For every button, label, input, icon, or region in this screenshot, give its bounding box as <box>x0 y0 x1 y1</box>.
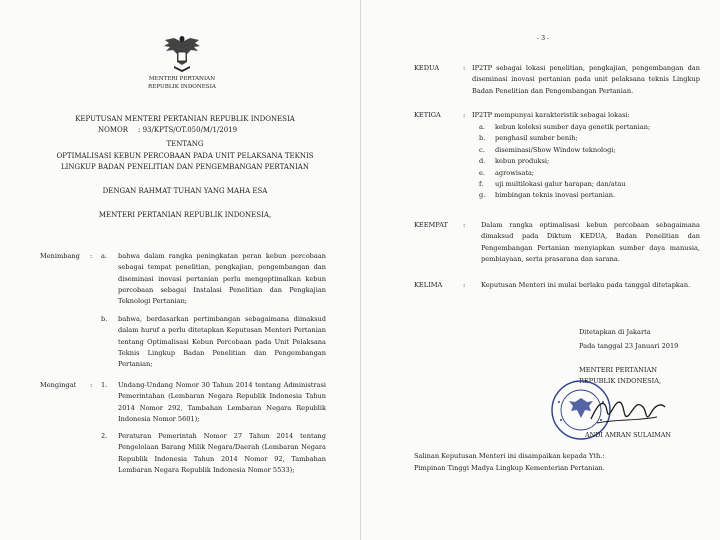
clause-letter: b. <box>101 315 108 323</box>
menimbang-label: Menimbang <box>40 252 80 260</box>
colon: : <box>463 64 466 72</box>
item-letter: d. <box>479 157 486 166</box>
signature-block <box>579 325 678 353</box>
keempat-text: Dalam rangka optimalisasi kebun percobaan sebagaimana dimaksud pada Diktum KEDUA, Badan Penelitian dan Pengembangan Pertanian menyiapkan sumber daya manusia, pembiayaan, serta prasarana dan sarana. <box>481 221 700 263</box>
colon: : <box>90 252 93 260</box>
item-text: penghasil sumber benih; <box>495 134 578 143</box>
tentang-heading: TENTANG <box>166 140 204 148</box>
item-text: kebun produksi; <box>495 157 550 166</box>
list-item <box>479 190 699 201</box>
grace-line: DENGAN RAHMAT TUHAN YANG MAHA ESA <box>102 187 268 195</box>
item-letter: a. <box>479 123 486 131</box>
tanggal-line: Pada tanggal 23 Januari 2019 <box>579 342 679 350</box>
mengingat-2: Peraturan Pemerintah Nomor 27 Tahun 2014 tentang Pengelolaan Barang Milik Negara/Daerah (Lembaran Negara Republik Indonesia Tahun 2014 Nomor 92, Tambahan Lembaran Negara Republik Indonesia Nomor 5533); <box>118 432 326 474</box>
sign-title-line: REPUBLIK INDONESIA, <box>579 377 662 385</box>
garuda-emblem-icon <box>160 30 204 74</box>
colon: : <box>90 381 93 389</box>
kelima-label: KELIMA <box>414 281 443 289</box>
signature-icon <box>587 393 669 429</box>
menimbang-a: bahwa dalam rangka peningkatan peran kebun percobaan sebagai tempat penelitian, pengkajian, pengembangan dan diseminasi inovasi pertanian perlu mengoptimalkan kebun percobaan sebagai Instalasi Penelitian dan Pengkajian Teknologi Pertanian; <box>118 252 326 306</box>
page-number: - 3 - <box>537 35 550 42</box>
menimbang-b: bahwa, berdasarkan pertimbangan sebagaimana dimaksud dalam huruf a perlu ditetapkan Keputusan Menteri Pertanian tentang Optimalisasi Kebun Percobaan pada Unit Pelaksana Teknis Lingkup Badan Penelitian dan Pengembangan Pertanian; <box>118 315 326 369</box>
ketiga-intro: IP2TP mempunyai karakteristik sebagai lokasi: <box>472 111 630 119</box>
item-letter: f. <box>479 180 484 189</box>
item-text: agrowisata; <box>495 168 535 177</box>
decree-subject <box>30 151 340 173</box>
sign-title-line: MENTERI PERTANIAN <box>579 366 658 374</box>
item-text: kebun koleksi sumber daya genetik pertanian; <box>495 123 651 131</box>
colon: : <box>463 221 466 229</box>
item-letter: b. <box>479 134 486 143</box>
kelima-text: Keputusan Menteri ini mulai berlaku pada tanggal ditetapkan. <box>481 281 691 289</box>
clause-number: 1. <box>101 381 108 389</box>
list-item <box>479 145 699 156</box>
clause-number: 2. <box>101 432 108 440</box>
clause-letter: a. <box>101 252 108 260</box>
colon: : <box>463 281 466 289</box>
pimpinan-line: Pimpinan Tinggi Madya Lingkup Kementerian Pertanian. <box>414 464 605 472</box>
kedua-label: KEDUA <box>414 64 440 72</box>
item-text: uji multilokasi galur harapan; dan/atau <box>495 180 626 189</box>
list-item <box>479 179 699 190</box>
mengingat-1: Undang-Undang Nomor 30 Tahun 2014 tentang Administrasi Pemerintahan (Lembaran Negara Republik Indonesia Tahun 2014 Nomor 292, Tambahan Lembaran Negara Republik Indonesia Nomor 5601); <box>118 381 326 423</box>
salinan-line: Salinan Keputusan Menteri ini disampaikan kepada Yth.: <box>414 452 605 460</box>
right-page <box>361 0 720 540</box>
minister-line: MENTERI PERTANIAN REPUBLIK INDONESIA, <box>98 211 272 219</box>
subject-line: LINGKUP BADAN PENELITIAN DAN PENGEMBANGAN PERTANIAN <box>60 163 309 171</box>
ditetapkan-line: Ditetapkan di Jakarta <box>579 328 651 336</box>
nomor-label: NOMOR <box>98 126 129 134</box>
ministry-line: REPUBLIK INDONESIA <box>148 84 216 90</box>
nomor-value: : 93/KPTS/OT.050/M/1/2019 <box>138 126 238 134</box>
ministry-header <box>120 75 244 91</box>
item-letter: e. <box>479 168 485 177</box>
decree-title: KEPUTUSAN MENTERI PERTANIAN REPUBLIK INDONESIA <box>75 115 295 123</box>
list-item <box>479 133 699 144</box>
ketiga-list <box>479 122 699 202</box>
subject-line: OPTIMALISASI KEBUN PERCOBAAN PADA UNIT PELAKSANA TEKNIS <box>56 152 314 160</box>
colon: : <box>463 111 466 119</box>
list-item <box>479 168 699 179</box>
item-text: bimbingan teknis inovasi pertanian. <box>495 191 616 200</box>
ketiga-label: KETIGA <box>414 111 441 119</box>
item-text: diseminasi/Show Window teknologi; <box>495 145 616 154</box>
kedua-text: IP2TP sebagai lokasi penelitian, pengkajian, pengembangan dan diseminasi inovasi pertanian pada unit pelaksana teknis Lingkup Badan Penelitian dan Pengembangan Pertanian. <box>472 64 700 95</box>
item-letter: g. <box>479 191 486 200</box>
list-item <box>479 156 699 167</box>
list-item <box>479 122 699 133</box>
mengingat-label: Mengingat <box>40 381 77 389</box>
keempat-label: KEEMPAT <box>414 221 448 229</box>
ministry-line: MENTERI PERTANIAN <box>148 76 216 82</box>
signatory-name: ANDI AMRAN SULAIMAN <box>585 431 671 439</box>
item-letter: c. <box>479 145 485 154</box>
